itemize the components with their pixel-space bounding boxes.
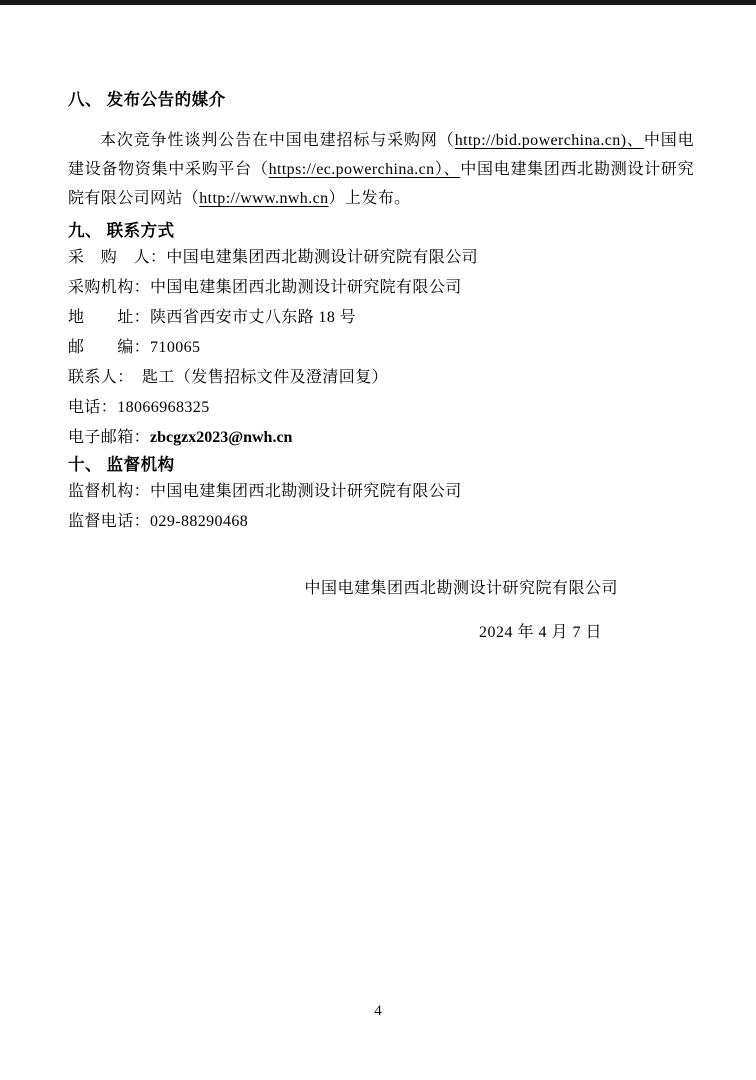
field-value: 中国电建集团西北勘测设计研究院有限公司 — [166, 249, 479, 266]
field-value: 18066968325 — [117, 399, 210, 416]
field-label: 电话： — [68, 399, 118, 416]
contact-row-phone — [68, 393, 694, 423]
field-label: 采购机构： — [68, 279, 151, 296]
signature-company: 中国电建集团西北勘测设计研究院有限公司 — [304, 580, 618, 597]
page-number: 4 — [374, 1003, 382, 1019]
contact-rows — [68, 243, 694, 453]
contact-row-email — [68, 423, 694, 453]
field-value: 匙工（发售招标文件及澄清回复） — [125, 369, 389, 386]
link-ec-powerchina[interactable]: https://ec.powerchina.cn）、 — [268, 161, 461, 178]
contact-row-address — [68, 303, 694, 333]
section-heading-contact: 九、 联系方式 — [68, 221, 175, 240]
contact-row-postcode — [68, 333, 694, 363]
field-label: 邮 编： — [68, 339, 151, 356]
link-nwh[interactable]: http://www.nwh.cn — [199, 190, 329, 207]
field-label: 采 购 人： — [68, 249, 167, 266]
field-label: 监督电话： — [68, 513, 151, 530]
paragraph-text: 中国电建设备物资集中采购平台（ — [68, 132, 695, 178]
field-label: 地 址： — [68, 309, 151, 326]
contact-row-purchaser — [68, 243, 694, 273]
paragraph-text: 中国电建集团西北勘测设计研究院有限公司网站（ — [68, 161, 694, 207]
field-value: 710065 — [150, 339, 201, 356]
field-value: 029-88290468 — [150, 513, 249, 530]
supervision-row-org — [68, 477, 694, 507]
field-label: 电子邮箱： — [68, 429, 151, 446]
announcement-paragraph — [68, 126, 694, 213]
signature-block — [68, 577, 694, 645]
email-address[interactable]: zbcgzx2023@nwh.cn — [150, 429, 293, 446]
field-value: 中国电建集团西北勘测设计研究院有限公司 — [150, 483, 462, 500]
link-bid-powerchina[interactable]: http://bid.powerchina.cn)、 — [454, 132, 644, 149]
contact-row-person — [68, 363, 694, 393]
contact-row-agency — [68, 273, 694, 303]
field-value: 陕西省西安市丈八东路 18 号 — [150, 309, 357, 326]
field-label: 联系人： — [68, 369, 126, 386]
supervision-rows — [68, 477, 694, 537]
paragraph-text: 本次竞争性谈判公告在中国电建招标与采购网（ — [100, 132, 455, 149]
supervision-row-phone — [68, 507, 694, 537]
signature-date: 2024 年 4 月 7 日 — [478, 624, 602, 641]
page-top-edge-divider — [0, 0, 756, 5]
field-value: 中国电建集团西北勘测设计研究院有限公司 — [150, 279, 462, 296]
field-label: 监督机构： — [68, 483, 151, 500]
section-heading-supervision: 十、 监督机构 — [68, 455, 175, 474]
section-heading-media: 八、 发布公告的媒介 — [68, 90, 226, 109]
document-body — [68, 88, 694, 645]
paragraph-text: ）上发布。 — [328, 190, 411, 207]
